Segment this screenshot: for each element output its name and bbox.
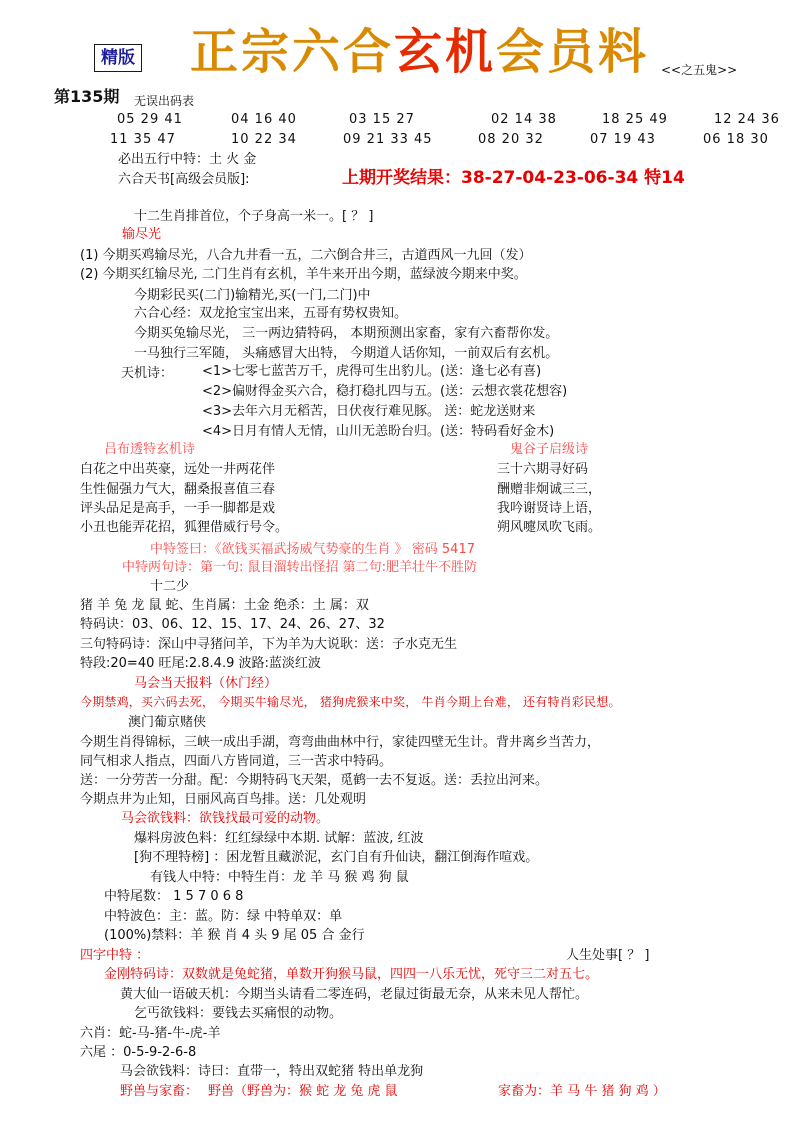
- section-heading: 鬼谷子启级诗: [510, 442, 589, 457]
- text-line: 同气相求人指点，四面八方皆同道，三一苦求中特码。: [80, 754, 393, 769]
- zodiac-riddle: 十二生肖排首位，个子身高一米一。[ ？ ]: [134, 209, 374, 224]
- poem-left-line: 小丑也能弄花招，狐狸借威行号令。: [80, 520, 289, 535]
- text-line: (2) 今期买红输尽光, 二门生肖有玄机，羊牛来开出今期，蓝绿波今期来中奖。: [80, 267, 527, 282]
- section-heading: 马会欲钱料：欲钱找最可爱的动物。: [121, 811, 330, 826]
- text-line: 黄大仙一语破天机：今期当头请看二零连码，老鼠过街最无奈，从来未见人帮忙。: [120, 987, 589, 1002]
- code-cell: 10 22 34: [231, 132, 297, 147]
- text-line: 中特尾数： 1 5 7 0 6 8: [104, 889, 244, 904]
- poem-left-line: 生性倔强力气大，翻桑报喜值三春: [80, 482, 276, 497]
- poem-line: <2>偏财得金买六合，稳打稳扎四与五。(送：云想衣裳花想容): [202, 384, 568, 399]
- code-cell: 12 24 36: [714, 112, 780, 127]
- heaven-book-label: 六合天书[高级会员版]:: [118, 172, 250, 187]
- text-line: 今期买兔输尽光， 三一两边猜特码， 本期预测出家畜，家有六畜帮你发。: [134, 326, 559, 341]
- text-line: 特段:20=40 旺尾:2.8.4.9 波路:蓝淡红波: [80, 656, 321, 671]
- code-cell: 08 20 32: [478, 132, 544, 147]
- poem-right-line: 酬赠非炯诚三三，: [497, 482, 602, 497]
- code-table-title: 无误出码表: [134, 94, 195, 108]
- text-line: 六合心经：双龙抢宝宝出来，五哥有势权贵知。: [134, 306, 408, 321]
- poem-left-line: 白花之中出英豪，远处一井两花伴: [80, 462, 276, 477]
- poem-left-line: 评头品足是高手，一手一脚都是戏: [80, 501, 276, 516]
- poem-right-line: 我吟谢贤诗上语，: [497, 501, 602, 516]
- code-cell: 06 18 30: [703, 132, 769, 147]
- text-line: 猪 羊 兔 龙 鼠 蛇、生肖属：土金 绝杀：土 属：双: [80, 598, 369, 613]
- code-cell: 07 19 43: [590, 132, 656, 147]
- poem-label: 天机诗：: [121, 366, 174, 381]
- title-part-3: 会员料: [496, 24, 650, 80]
- special-sign-line: 中特签曰：《欲钱买福武扬威气势豪的生肖 》 密码 5417: [150, 542, 475, 557]
- text-line: 送：一分劳苦一分甜。配：今期特码飞天架，觅鹤一去不复返。送：丢拉出河来。: [80, 773, 549, 788]
- text-line: (1) 今期买鸡输尽光，八合九井看一五，二六倒合井三，古道西风一九回（发）: [80, 248, 532, 263]
- wild-animals: 野兽（野兽为：猴 蛇 龙 兔 虎 鼠: [208, 1084, 398, 1099]
- four-char-label: 四字中特 ：: [80, 948, 150, 963]
- domestic-animals: 家畜为：羊 马 牛 猪 狗 鸡 ）: [498, 1084, 666, 1099]
- six-zodiac: 六肖：蛇-马-猪-牛-虎-羊: [80, 1026, 221, 1041]
- poem-line: <4>日月有情人无情，山川无恙盼台归。(送：特码看好金木): [202, 424, 555, 439]
- text-line: 有钱人中特：中特生肖：龙 羊 马 猴 鸡 狗 鼠: [150, 870, 409, 885]
- text-line: 中特波色：主：蓝。防：绿 中特单双：单: [104, 909, 343, 924]
- jingang-poem: 金刚特码诗：双数就是兔蛇猪，单数开狗猴马鼠，四四一八乐无忧，死守三二对五七。: [104, 967, 599, 982]
- wild-domestic-label: 野兽与家畜：: [120, 1084, 199, 1099]
- code-cell: 04 16 40: [231, 112, 297, 127]
- page-title: [190, 24, 650, 80]
- code-cell: 05 29 41: [117, 112, 183, 127]
- text-line: [狗不理特榜] ：困龙暂且藏淤泥，玄门自有升仙诀，翻江倒海作喧戏。: [134, 850, 539, 865]
- text-line: 爆料房波色料：红红绿绿中本期. 试解：蓝波, 红波: [134, 831, 424, 846]
- text-line: 特码诀：03、06、12、15、17、24、26、27、32: [80, 617, 385, 632]
- section-heading: 输尽光: [122, 227, 162, 242]
- text-line: 十二少: [150, 579, 190, 594]
- code-cell: 02 14 38: [491, 112, 557, 127]
- title-part-1: 正宗六合: [190, 24, 395, 80]
- author-nickname: <<之五鬼>>: [661, 63, 738, 77]
- poem-line: <1>七零七蓝苦万千，虎得可生出豹儿。(送：逢七必有喜): [202, 364, 542, 379]
- text-line: 今期生肖得锦标，三峡一成出手湖，弯弯曲曲林中行，家徒四壁无生计。背井离乡当苦力，: [80, 735, 601, 750]
- warning-line: 今期禁鸡，买六码去死， 今期买牛输尽光， 猪狗虎猴来中奖， 牛肖今期上台难， 还有特肖彩民想。: [80, 695, 621, 709]
- code-cell: 11 35 47: [110, 132, 176, 147]
- code-cell: 18 25 49: [602, 112, 668, 127]
- poem-right-line: 朔风嚏凤吹飞雨。: [497, 520, 602, 535]
- text-line: 三句特码诗：深山中寻猪问羊，下为羊为大说耿：送：子水克无生: [80, 637, 458, 652]
- poem-right-line: 三十六期寻好码: [497, 462, 589, 477]
- life-riddle: 人生处事[ ？ ]: [566, 948, 650, 963]
- sub-heading: 澳门葡京赌侠: [128, 715, 207, 730]
- code-cell: 09 21 33 45: [343, 132, 433, 147]
- special-poem-line: 中特两句诗：第一句: 鼠目溜转出怪招 第二句:肥羊壮牛不胜防: [122, 560, 478, 575]
- text-line: 今期彩民买(二门)输精光,买(一门,二门)中: [134, 288, 371, 303]
- title-part-2: 玄机: [394, 24, 497, 80]
- text-line: (100%)禁料：羊 猴 肖 4 头 9 尾 05 合 金行: [104, 928, 365, 943]
- edition-stamp: 精版: [94, 44, 142, 72]
- last-draw-result: 上期开奖结果：38-27-04-23-06-34 特14: [342, 168, 685, 188]
- text-line: 乞丐欲钱料：要钱去买痛恨的动物。: [134, 1006, 343, 1021]
- section-heading: 马会当天报料（休门经）: [134, 676, 278, 691]
- poem-line: <3>去年六月无稻苦，日伏夜行难见豚。 送：蛇龙送财来: [202, 404, 536, 419]
- text-line: 一马独行三军随， 头痛感冒大出特， 今期道人话你知，一前双后有玄机。: [134, 346, 559, 361]
- text-line: 马会欲钱料：诗曰：直带一，特出双蛇猪 特出单龙狗: [120, 1064, 424, 1079]
- issue-number: 第135期: [54, 87, 120, 106]
- section-heading: 吕布透特玄机诗: [104, 442, 196, 457]
- six-tail: 六尾 ：0-5-9-2-6-8: [80, 1045, 197, 1060]
- text-line: 今期点井为止知，日丽风高百鸟排。送：几处观明: [80, 792, 367, 807]
- code-cell: 03 15 27: [349, 112, 415, 127]
- five-elements-line: 必出五行中特：土 火 金: [118, 152, 257, 167]
